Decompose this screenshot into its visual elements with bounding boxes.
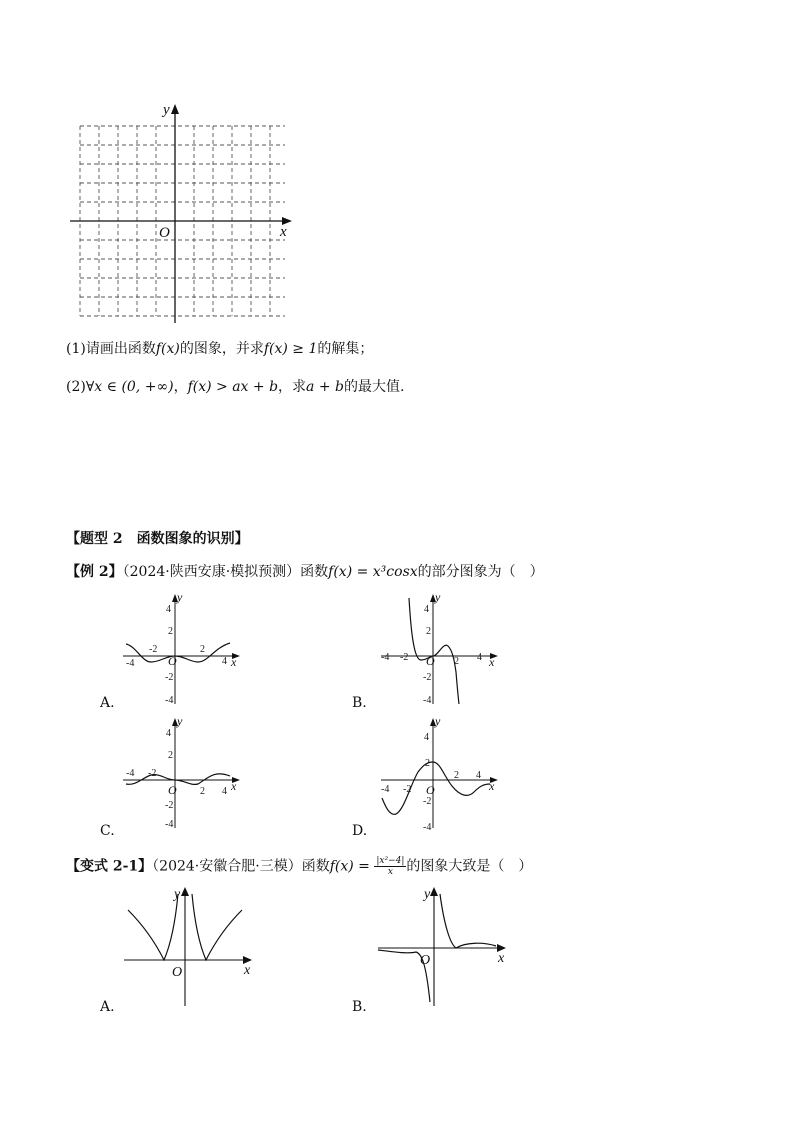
example-2-graph-b bbox=[376, 592, 506, 707]
coordinate-grid bbox=[60, 98, 310, 330]
graph-b-origin: O bbox=[426, 654, 435, 668]
variant-a-x-label: x bbox=[244, 963, 251, 978]
graph-c-curve bbox=[126, 774, 230, 785]
graph-d-y-label: y bbox=[435, 716, 441, 728]
part1-inequality: f(x) ≥ 1 bbox=[263, 341, 318, 357]
graph-d-x-label: x bbox=[489, 779, 495, 793]
example-2-question bbox=[66, 563, 544, 581]
variant-a-left-curve bbox=[128, 894, 178, 960]
y-axis-arrow bbox=[171, 104, 179, 114]
variant-b-origin: O bbox=[420, 953, 431, 968]
variant-2-1-option-a[interactable]: A. bbox=[100, 999, 115, 1015]
graph-a-origin: O bbox=[168, 654, 177, 668]
graph-a-tick: -4 bbox=[126, 658, 135, 669]
graph-c-tick: -4 bbox=[165, 819, 174, 830]
example-2-graph-d bbox=[376, 716, 506, 831]
graph-d-tick: -2 bbox=[423, 796, 432, 807]
graph-b-tick: -4 bbox=[381, 652, 390, 663]
graph-d-origin: O bbox=[426, 783, 435, 797]
fraction-numerator: |x²−4| bbox=[376, 856, 405, 866]
section-title: 【题型 2 函数图象的识别】 bbox=[66, 531, 249, 547]
variant-2-1-suffix: 的图象大致是（ ） bbox=[406, 858, 533, 875]
graph-b-tick: 4 bbox=[424, 604, 429, 615]
graph-b-tick: 2 bbox=[454, 656, 459, 667]
example-2-tag: 【例 2】 bbox=[66, 564, 123, 580]
graph-c-origin: O bbox=[168, 783, 177, 797]
graph-a-curve bbox=[126, 643, 230, 662]
part1-prefix: (1)请画出函数 bbox=[66, 341, 156, 357]
variant-a-right-curve bbox=[192, 894, 242, 960]
example-2-option-b[interactable]: B. bbox=[352, 695, 367, 711]
variant-2-1-option-b[interactable]: B. bbox=[352, 999, 367, 1015]
origin-label: O bbox=[159, 225, 170, 241]
example-2-graph-c bbox=[118, 716, 248, 831]
part2-set: x ∈ (0, +∞) bbox=[94, 379, 174, 395]
part2-suffix: 的最大值. bbox=[344, 379, 405, 395]
graph-a-y-label: y bbox=[177, 592, 183, 604]
graph-a-tick: -2 bbox=[149, 644, 158, 655]
graph-b-tick: -2 bbox=[423, 672, 432, 683]
graph-d-tick: 2 bbox=[454, 770, 459, 781]
graph-c-tick: -4 bbox=[126, 768, 135, 779]
graph-b-x-label: x bbox=[489, 655, 495, 669]
graph-a-x-label: x bbox=[231, 655, 237, 669]
part2-sep: ， bbox=[173, 379, 188, 395]
part2-prefix: (2)∀ bbox=[66, 379, 95, 395]
graph-a-tick: 4 bbox=[166, 604, 171, 615]
part2-inequality: f(x) > ax + b bbox=[187, 379, 279, 395]
problem-part-1 bbox=[66, 340, 373, 358]
example-2-option-a[interactable]: A. bbox=[100, 695, 115, 711]
graph-b-tick: -2 bbox=[400, 652, 409, 663]
graph-c-tick: 2 bbox=[200, 786, 205, 797]
graph-b-tick: 4 bbox=[477, 652, 482, 663]
graph-c-tick: 4 bbox=[222, 786, 227, 797]
graph-d-tick: -4 bbox=[423, 822, 432, 831]
part2-mid: ，求 bbox=[278, 379, 307, 395]
variant-b-left-curve bbox=[378, 950, 430, 1002]
graph-c-tick: -2 bbox=[165, 800, 174, 811]
variant-2-1-graph-b bbox=[374, 884, 514, 1008]
variant-2-1-graph-a bbox=[120, 884, 260, 1008]
part1-fx: f(x) bbox=[155, 341, 180, 357]
graph-d-tick: -4 bbox=[381, 784, 390, 795]
graph-a-tick: -2 bbox=[165, 672, 174, 683]
part2-expr: a + b bbox=[306, 379, 344, 395]
graph-c-y-label: y bbox=[177, 716, 183, 728]
graph-d-curve bbox=[382, 762, 490, 814]
graph-c-tick: 2 bbox=[168, 750, 173, 761]
graph-a-tick: 2 bbox=[200, 644, 205, 655]
part1-mid: 的图象，并求 bbox=[179, 341, 264, 357]
variant-a-y-label: y bbox=[174, 887, 181, 902]
example-2-source: （2024·陕西安康·模拟预测）函数 bbox=[122, 564, 329, 580]
graph-a-tick: 4 bbox=[222, 656, 227, 667]
graph-d-tick: 4 bbox=[424, 732, 429, 743]
graph-d-tick: -2 bbox=[403, 784, 412, 795]
variant-2-1-tag: 【变式 2-1】 bbox=[66, 858, 153, 875]
variant-b-right-curve bbox=[440, 894, 496, 948]
graph-b-y-label: y bbox=[435, 592, 441, 604]
variant-a-origin: O bbox=[172, 965, 183, 980]
variant-2-1-fraction bbox=[374, 856, 406, 877]
graph-d-tick: 4 bbox=[476, 770, 481, 781]
variant-2-1-source: （2024·安徽合肥·三模）函数 bbox=[152, 858, 330, 875]
graph-d-tick: 2 bbox=[425, 758, 430, 769]
graph-c-tick: -2 bbox=[148, 768, 157, 779]
variant-b-x-label: x bbox=[498, 951, 505, 966]
graph-a-tick: 2 bbox=[168, 626, 173, 637]
example-2-function: f(x) = x³cosx bbox=[328, 564, 418, 580]
graph-b-tick: -4 bbox=[423, 695, 432, 706]
graph-b-tick: 2 bbox=[426, 626, 431, 637]
graph-c-tick: 4 bbox=[166, 728, 171, 739]
fraction-denominator: x bbox=[387, 867, 393, 877]
variant-b-y-label: y bbox=[424, 887, 431, 902]
graph-a-tick: -4 bbox=[165, 695, 174, 706]
part1-suffix: 的解集； bbox=[317, 341, 374, 357]
variant-2-1-function-lhs: f(x) = bbox=[329, 858, 370, 875]
variant-2-1-question bbox=[66, 856, 532, 877]
graph-c-x-label: x bbox=[231, 779, 237, 793]
example-2-option-c[interactable]: C. bbox=[100, 823, 115, 839]
problem-part-2 bbox=[66, 378, 404, 396]
example-2-suffix: 的部分图象为（ ） bbox=[417, 564, 544, 580]
example-2-graph-a bbox=[118, 592, 248, 707]
x-axis-label: x bbox=[280, 224, 287, 240]
graph-b-curve bbox=[409, 598, 459, 704]
y-axis-label: y bbox=[163, 102, 170, 118]
example-2-option-d[interactable]: D. bbox=[352, 823, 368, 839]
